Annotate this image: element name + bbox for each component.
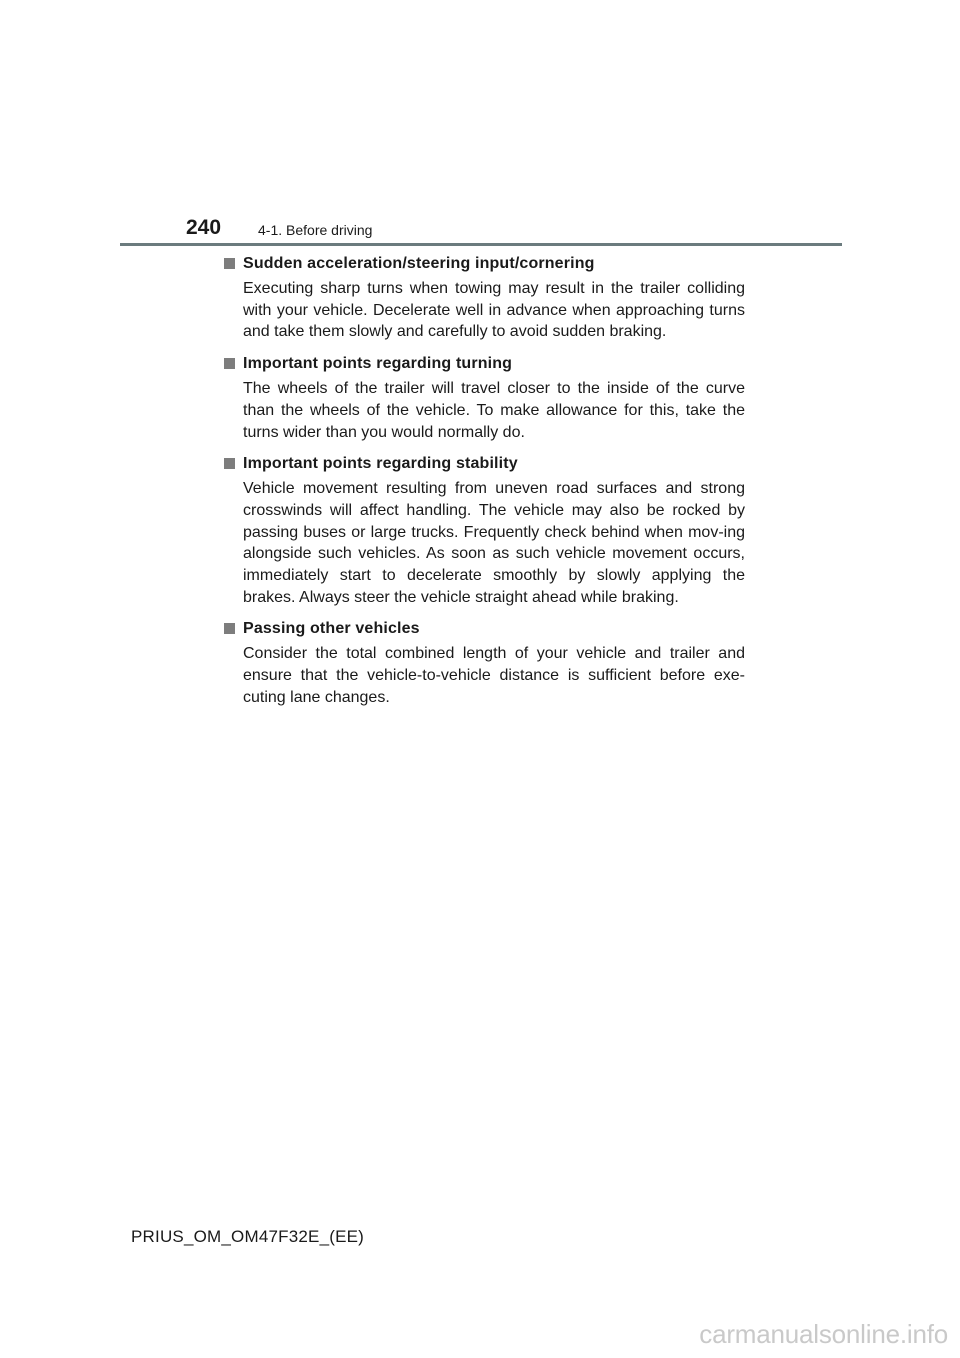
section-heading (222, 618, 745, 640)
section-heading (222, 253, 745, 275)
section-body: The wheels of the trailer will travel closer to the inside of the curve than the wheels of the vehicle. To make allowance for this, take the turns wider than you would normally do. (243, 380, 745, 441)
square-bullet-icon (224, 458, 235, 469)
section-heading-text: Important points regarding stability (243, 455, 518, 473)
page-header (186, 214, 846, 244)
section-heading-text: Sudden acceleration/steering input/cornering (243, 255, 595, 272)
page-number: 240 (186, 216, 222, 239)
content-body (222, 253, 745, 719)
section-body: Vehicle movement resulting from uneven road surfaces and strong crosswinds will affect handling. The vehicle may also be rocked by passing buses or large trucks. Frequently check behind when mov-ing alongside such vehicles. As soon as such vehicle movement occurs, immediately start to decelerate smoothly by slowly applying the brakes. Always steer the vehicle straight ahead while braking. (243, 480, 745, 606)
section-heading-text: Passing other vehicles (243, 620, 420, 638)
square-bullet-icon (224, 358, 235, 369)
section-stability (222, 453, 745, 608)
section-sudden-acceleration (222, 253, 745, 343)
section-title: 4-1. Before driving (258, 222, 373, 238)
header-divider (120, 243, 842, 246)
section-body: Consider the total combined length of your vehicle and trailer and ensure that the vehicle-to-vehicle distance is sufficient before exe-cuting lane changes. (243, 645, 745, 706)
section-heading-text: Important points regarding turning (243, 355, 513, 373)
square-bullet-icon (224, 623, 235, 634)
square-bullet-icon (224, 258, 235, 269)
section-heading (222, 453, 745, 475)
section-body: Executing sharp turns when towing may result in the trailer colliding with your vehicle. Decelerate well in advance when approaching turns and take them slowly and carefully to avoid sudden braking. (243, 280, 745, 341)
section-turning (222, 353, 745, 443)
watermark: carmanualsonline.info (699, 1319, 948, 1349)
document-code: PRIUS_OM_OM47F32E_(EE) (131, 1227, 365, 1246)
section-heading (222, 353, 745, 375)
section-passing (222, 618, 745, 708)
